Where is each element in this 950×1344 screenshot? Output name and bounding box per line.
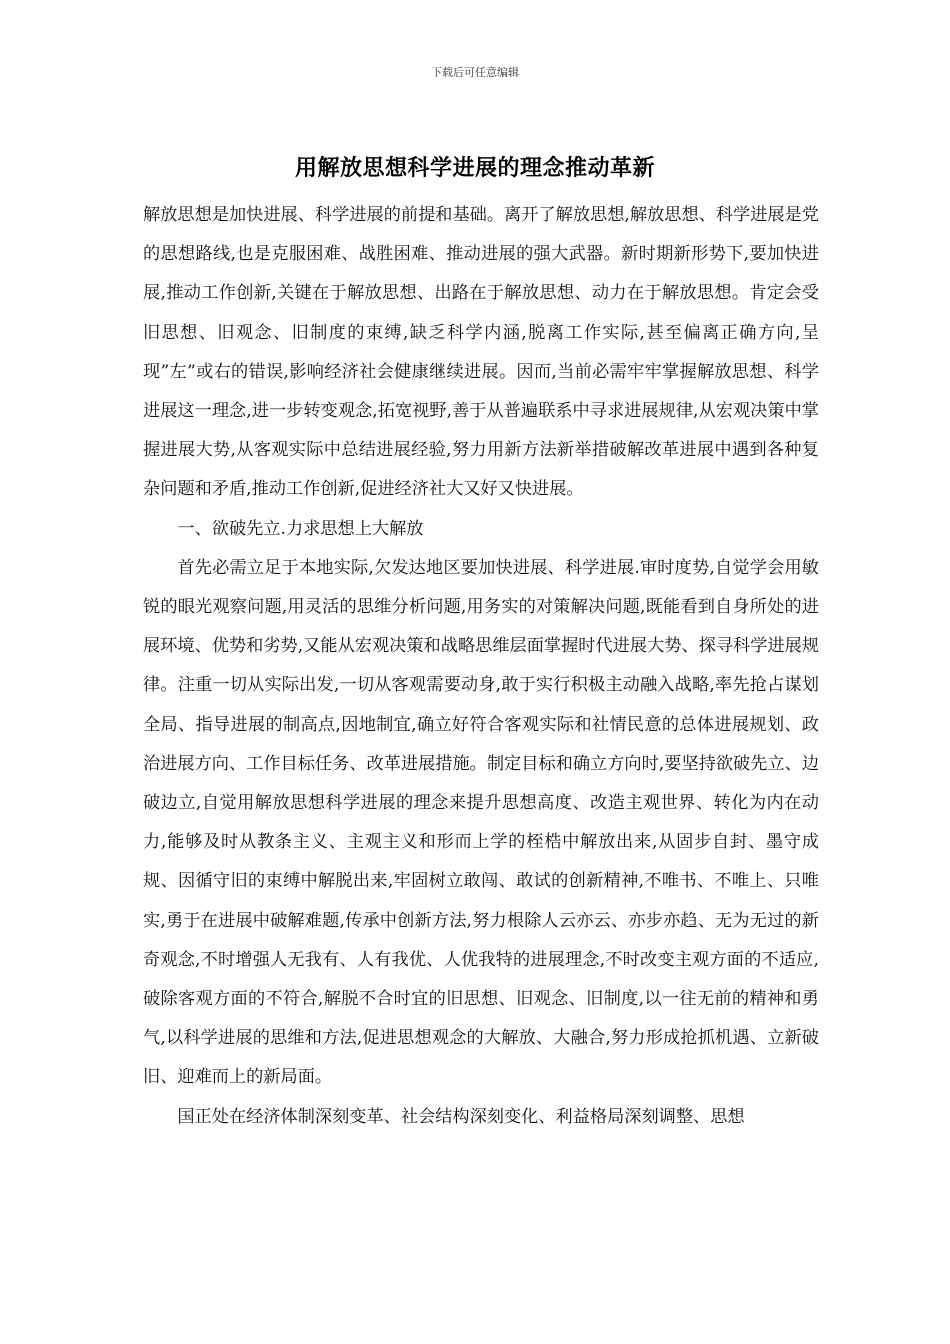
page-header-note: 下载后可任意编辑	[431, 66, 519, 79]
document-title: 用解放思想科学进展的理念推动革新	[294, 155, 655, 181]
paragraph-continued: 国正处在经济体制深刻变革、社会结构深刻变化、利益格局深刻调整、思想	[177, 1106, 745, 1127]
paragraph-section-1: 首先必需立足于本地实际,欠发达地区要加快进展、科学进展.审时度势,自觉学会用敏锐的眼光观察问题,用灵活的思维分析问题,用务实的对策解决问题,既能看到自身所处的进展环境、优势和劣势,又能从宏观决策和战略思维层面掌握时代进展大势、探寻科学进展规律。注重一切从实际出发,一切从客观需要动身,敢于实行积极主动融入战略,率先抢占谋划全局、指导进展的制高点,因地制宜,确立好符合客观实际和社情民意的总体进展规划、政治进展方向、工作目标任务、改革进展措施。制定目标和确立方向时,要坚持欲破先立、边破边立,自觉用解放思想科学进展的理念来提升思想高度、改造主观世界、转化为内在动力,能够及时从教条主义、主观主义和形而上学的桎梏中解放出来,从固步自封、墨守成规、因循守旧的束缚中解脱出来,牢固树立敢闯、敢试的创新精神,不唯书、不唯上、只唯实,勇于在进展中破解难题,传承中创新方法,努力根除人云亦云、亦步亦趋、无为无过的新奇观念,不时增强人无我有、人有我优、人优我特的进展理念,不时改变主观方面的不适应,破除客观方面的不符合,解脱不合时宜的旧思想、旧观念、旧制度,以一往无前的精神和勇气,以科学进展的思维和方法,促进思想观念的大解放、大融合,努力形成抢抓机遇、立新破旧、迎难而上的新局面。	[143, 557, 819, 1088]
document-body	[143, 196, 819, 1137]
section-heading-1: 一、欲破先立.力求思想上大解放	[177, 518, 424, 539]
paragraph-intro: 解放思想是加快进展、科学进展的前提和基础。离开了解放思想,解放思想、科学进展是党的思想路线,也是克服困难、战胜困难、推动进展的强大武器。新时期新形势下,要加快进展,推动工作创新,关键在于解放思想、出路在于解放思想、动力在于解放思想。肯定会受旧思想、旧观念、旧制度的束缚,缺乏科学内涵,脱离工作实际,甚至偏离正确方向,呈现”左”或右的错误,影响经济社会健康继续进展。因而,当前必需牢牢掌握解放思想、科学进展这一理念,进一步转变观念,拓宽视野,善于从普遍联系中寻求进展规律,从宏观决策中掌握进展大势,从客观实际中总结进展经验,努力用新方法新举措破解改革进展中遇到各种复杂问题和矛盾,推动工作创新,促进经济社大又好又快进展。	[143, 205, 819, 500]
